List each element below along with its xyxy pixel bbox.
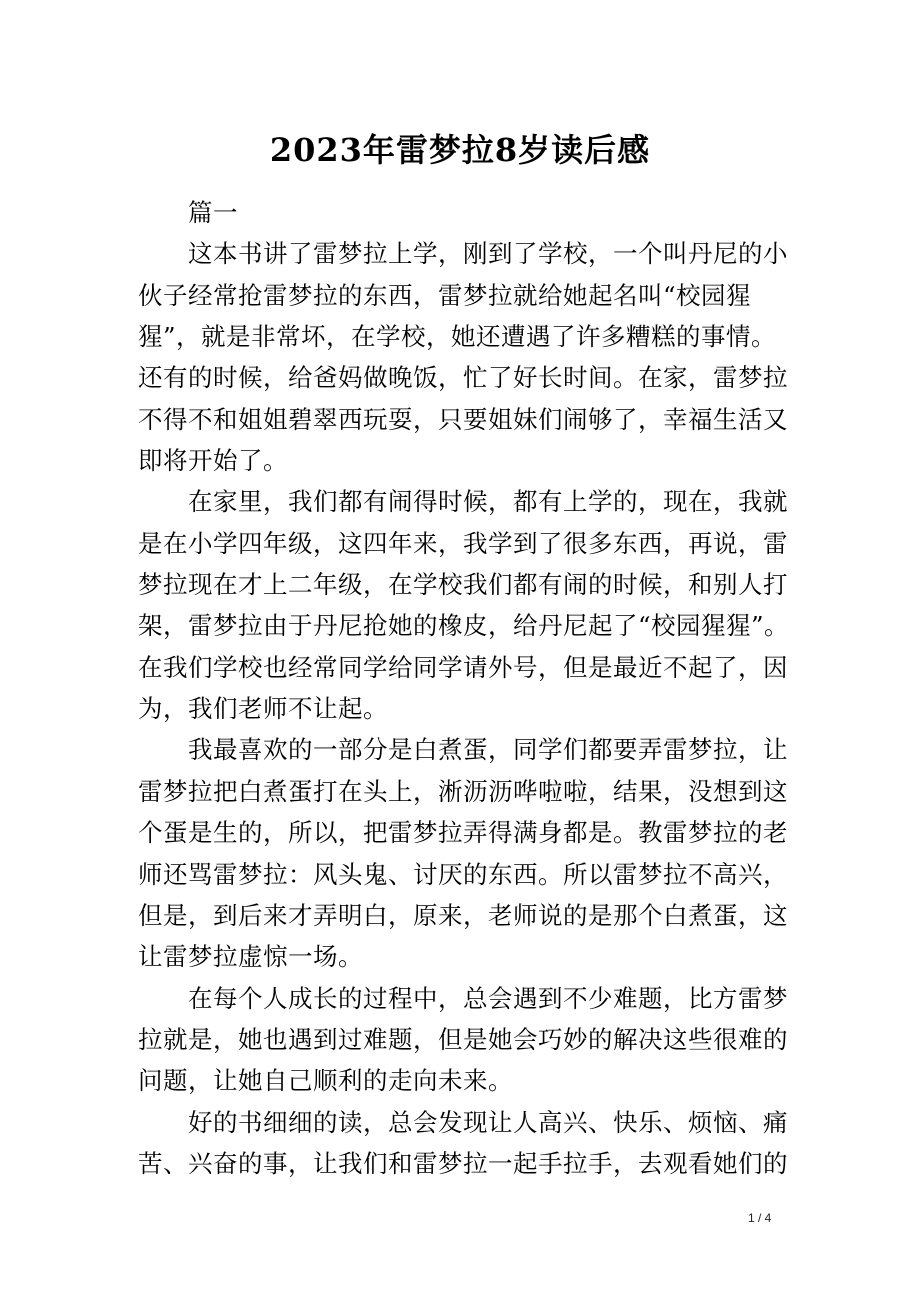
text-line: 猩”，就是非常坏，在学校，她还遭遇了许多糟糕的事情。 — [138, 322, 777, 352]
paragraph — [138, 729, 818, 977]
text-line: 在我们学校也经常同学给同学请外号，但是最近不起了，因 — [138, 652, 788, 682]
text-line: 为，我们老师不让起。 — [138, 694, 388, 724]
text-line: 还有的时候，给爸妈做晚饭，忙了好长时间。在家，雷梦拉 — [138, 363, 788, 393]
text-line: 雷梦拉把白煮蛋打在头上，淅沥沥哗啦啦，结果，没想到这 — [138, 776, 788, 806]
paragraph — [138, 1102, 818, 1185]
text-line: 在家里，我们都有闹得时候，都有上学的，现在，我就 — [188, 487, 788, 517]
text-line: 是在小学四年级，这四年来，我学到了很多东西，再说，雷 — [138, 528, 788, 558]
text-line: 好的书细细的读，总会发现让人高兴、快乐、烦恼、痛 — [188, 1107, 788, 1137]
text-line: 不得不和姐姐碧翠西玩耍，只要姐妹们闹够了，幸福生活又 — [138, 404, 788, 434]
document-title: 2023年雷梦拉8岁读后感 — [269, 131, 651, 169]
paragraph — [138, 978, 818, 1102]
text-line: 苦、兴奋的事，让我们和雷梦拉一起手拉手，去观看她们的 — [138, 1148, 788, 1178]
text-line: 梦拉现在才上二年级，在学校我们都有闹的时候，和别人打 — [138, 570, 788, 600]
text-line: 拉就是，她也遇到过难题，但是她会巧妙的解决这些很难的 — [138, 1024, 788, 1054]
paragraph — [138, 481, 818, 729]
text-line: 这本书讲了雷梦拉上学，刚到了学校，一个叫丹尼的小 — [188, 239, 788, 269]
text-line: 师还骂雷梦拉：风头鬼、讨厌的东西。所以雷梦拉不高兴， — [138, 859, 788, 889]
text-line: 个蛋是生的，所以，把雷梦拉弄得满身都是。教雷梦拉的老 — [138, 818, 788, 848]
text-line: 问题，让她自己顺利的走向未来。 — [138, 1066, 513, 1096]
page-number: 1 / 4 — [748, 1211, 772, 1225]
text-line: 架，雷梦拉由于丹尼抢她的橡皮，给丹尼起了“校园猩猩”。 — [138, 611, 790, 641]
text-line: 我最喜欢的一部分是白煮蛋，同学们都要弄雷梦拉，让 — [188, 735, 788, 765]
text-line: 但是，到后来才弄明白，原来，老师说的是那个白煮蛋，这 — [138, 900, 788, 930]
text-line: 让雷梦拉虚惊一场。 — [138, 942, 363, 972]
document-body — [138, 192, 818, 1184]
text-line: 即将开始了。 — [138, 446, 288, 476]
text-line: 伙子经常抢雷梦拉的东西，雷梦拉就给她起名叫“校园猩 — [138, 280, 752, 310]
text-line: 在每个人成长的过程中，总会遇到不少难题，比方雷梦 — [188, 983, 788, 1013]
section-heading: 篇一 — [188, 198, 238, 227]
paragraph — [138, 233, 818, 481]
